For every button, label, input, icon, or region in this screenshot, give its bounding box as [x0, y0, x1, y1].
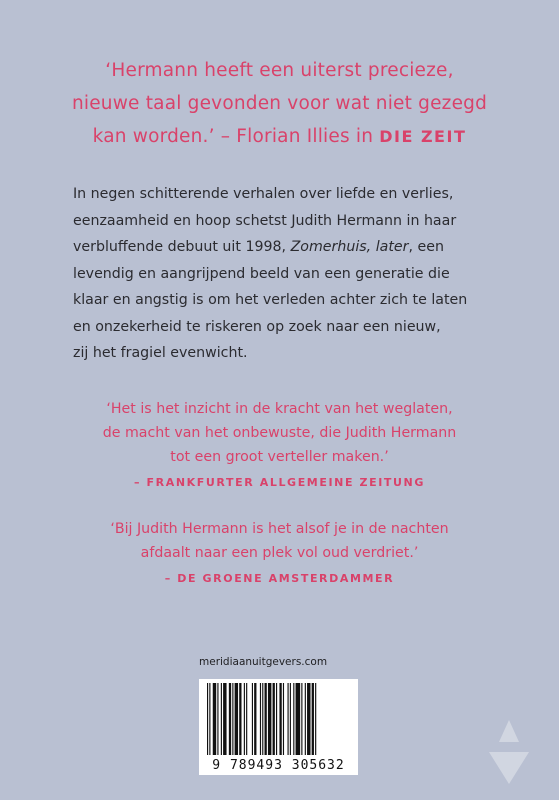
- review-quote-groene: [0, 517, 559, 591]
- barcode-bar: [307, 683, 310, 755]
- quote-source: – FRANKFURTER ALLGEMEINE ZEITUNG: [134, 476, 425, 489]
- description-text: verbluffende debuut uit 1998,: [73, 239, 291, 255]
- description-text: , een: [408, 239, 444, 255]
- watermark-shape: [499, 720, 519, 742]
- barcode-bar: [260, 683, 261, 755]
- barcode-bar: [262, 683, 263, 755]
- quote-source: – DE GROENE AMSTERDAMMER: [164, 572, 395, 585]
- description-line: In negen schitterende verhalen over liefde en verlies,: [73, 186, 454, 202]
- barcode-bar: [279, 683, 281, 755]
- barcode-bar: [301, 683, 302, 755]
- barcode-bar: [288, 683, 289, 755]
- barcode-bar: [283, 683, 284, 755]
- barcode-bar: [213, 683, 216, 755]
- lead-quote-text: kan worden.’ – Florian Illies in: [92, 126, 380, 147]
- barcode-bar: [293, 683, 294, 755]
- quote-line: ‘Het is het inzicht in de kracht van het weglaten,: [106, 401, 453, 417]
- barcode-bar: [229, 683, 231, 755]
- lead-quote-line: ‘Hermann heeft een uiterst precieze,: [105, 60, 454, 81]
- barcode-bar: [315, 683, 316, 755]
- barcode-bar: [209, 683, 210, 755]
- barcode-bar: [305, 683, 306, 755]
- barcode-bar: [217, 683, 218, 755]
- description-line: zij het fragiel evenwicht.: [73, 345, 248, 361]
- barcode-bar: [265, 683, 267, 755]
- barcode-bar: [290, 683, 291, 755]
- barcode-bar: [223, 683, 226, 755]
- barcode-bar: [221, 683, 222, 755]
- barcode-bar: [232, 683, 233, 755]
- watermark-shape: [489, 752, 529, 784]
- quote-line: de macht van het onbewuste, die Judith Hermann: [102, 425, 457, 441]
- barcode-bars: [205, 683, 352, 757]
- barcode-bar: [276, 683, 277, 755]
- lead-quote-line: [0, 120, 559, 153]
- quote-line: tot een groot verteller maken.’: [170, 449, 389, 465]
- quote-line: afdaalt naar een plek vol oud verdriet.’: [140, 545, 419, 561]
- publisher-website: meridiaanuitgevers.com: [199, 656, 328, 668]
- lead-quote: [0, 54, 559, 153]
- isbn-number: 9 789493 305632: [212, 758, 345, 773]
- barcode-bar: [244, 683, 245, 755]
- book-title-italic: Zomerhuis, later: [290, 239, 409, 255]
- review-quote-faz: [0, 397, 559, 495]
- barcode-bar: [235, 683, 238, 755]
- description-line: [73, 234, 503, 261]
- book-description: [73, 181, 503, 367]
- watermark-logo: [469, 712, 549, 792]
- barcode-bar: [246, 683, 247, 755]
- barcode-bar: [312, 683, 314, 755]
- barcode-bar: [239, 683, 241, 755]
- lead-quote-line: nieuwe taal gevonden voor wat niet gezegd: [71, 93, 488, 114]
- barcode-bar: [273, 683, 275, 755]
- description-line: en onzekerheid te riskeren op zoek naar een nieuw,: [73, 318, 441, 335]
- barcode-bar: [254, 683, 256, 755]
- description-line: levendig en aangrijpend beeld van een generatie die: [73, 265, 450, 282]
- barcode-bar: [268, 683, 271, 755]
- barcode-bar: [207, 683, 208, 755]
- quote-line: ‘Bij Judith Hermann is het alsof je in de nachten: [110, 521, 449, 537]
- lead-quote-source: DIE ZEIT: [379, 127, 467, 146]
- barcode-bar: [252, 683, 253, 755]
- barcode-bar: [296, 683, 301, 755]
- description-line: eenzaamheid en hoop schetst Judith Hermann in haar: [73, 212, 457, 229]
- isbn-barcode: [199, 679, 358, 775]
- description-line: klaar en angstig is om het verleden achter zich te laten: [73, 292, 468, 308]
